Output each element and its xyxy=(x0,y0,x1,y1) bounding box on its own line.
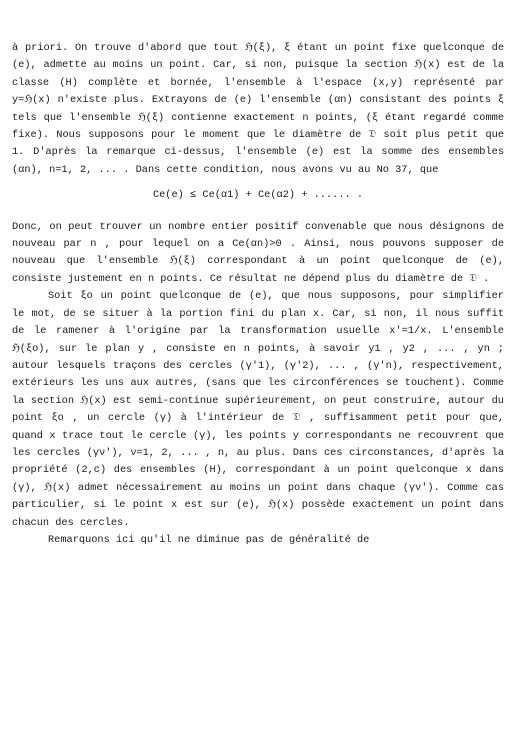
paragraph-3: Soit ξo un point quelconque de (e), que nous supposons, pour simplifier le mot, de se situer à la portion fini du plan x. Car, si non, il nous suffit de le ramener à l'origine par la transformation usuelle x'=1/x. L'ensemble ℌ(ξo), sur le plan y , consiste en n points, à savoir y1 , y2 , ... , yn ; autour lesquels traçons des cercles (γ'1), (γ'2), ... , (γ'n), respectivement, extérieurs les uns aux autres, (sans que les circonférences se touchent). Comme la section ℌ(x) est semi-continue supérieurement, on peut construire, autour du point ξo , un cercle (γ) à l'intérieur de 𝔇 , suffisamment petit pour que, quand x trace tout le cercle (γ), les points y correspondants ne recouvrent que les cercles (γν'), ν=1, 2, ... , n, au plus. Dans ces circonstances, d'après la propriété (2,c) des ensembles (H), correspondant à un point quelconque x dans (γ), ℌ(x) admet nécessairement au moins un point dans chaque (γν'). Comme cas particulier, si le point x est sur (e), ℌ(x) possède exactement un point dans chacun des cercles. xyxy=(12,290,504,529)
equation: Ce(e) ≤ Ce(α1) + Ce(α2) + ...... . xyxy=(152,189,364,202)
paragraph-1: à priori. On trouve d'abord que tout ℌ(ξ), ξ étant un point fixe quelconque de (e), admette au moins un point. Car, si non, puisque la section ℌ(x) est de la classe (H) complète et bornée, l'ensemble à l'espace (x,y) représenté par y=ℌ(x) n'existe plus. Extrayons de (e) l'ensemble (αn) consistant des points ξ tels que l'ensemble ℌ(ξ) contienne exactement n points, (ξ étant regardé comme fixe). Nous supposons pour le moment que le diamètre de 𝔇 soit plus petit que 1. D'après la remarque ci-dessus, l'ensemble (e) est la somme des ensembles (αn), n=1, 2, ... . Dans cette condition, nous avons vu au No 37, que xyxy=(12,42,504,176)
paragraph-2: Donc, on peut trouver un nombre entier positif convenable que nous désignons de nouveau par n , pour lequel on a Ce(αn)>0 . Ainsi, nous pouvons supposer de nouveau que l'ensemble ℌ(ξ) correspondant à un point quelconque de (e), consiste justement en n points. Ce résultat ne dépend plus du diamètre de 𝔇 . xyxy=(12,220,504,285)
paragraph-4: Remarquons ici qu'il ne diminue pas de généralité de xyxy=(48,533,370,546)
body-text xyxy=(12,40,504,549)
